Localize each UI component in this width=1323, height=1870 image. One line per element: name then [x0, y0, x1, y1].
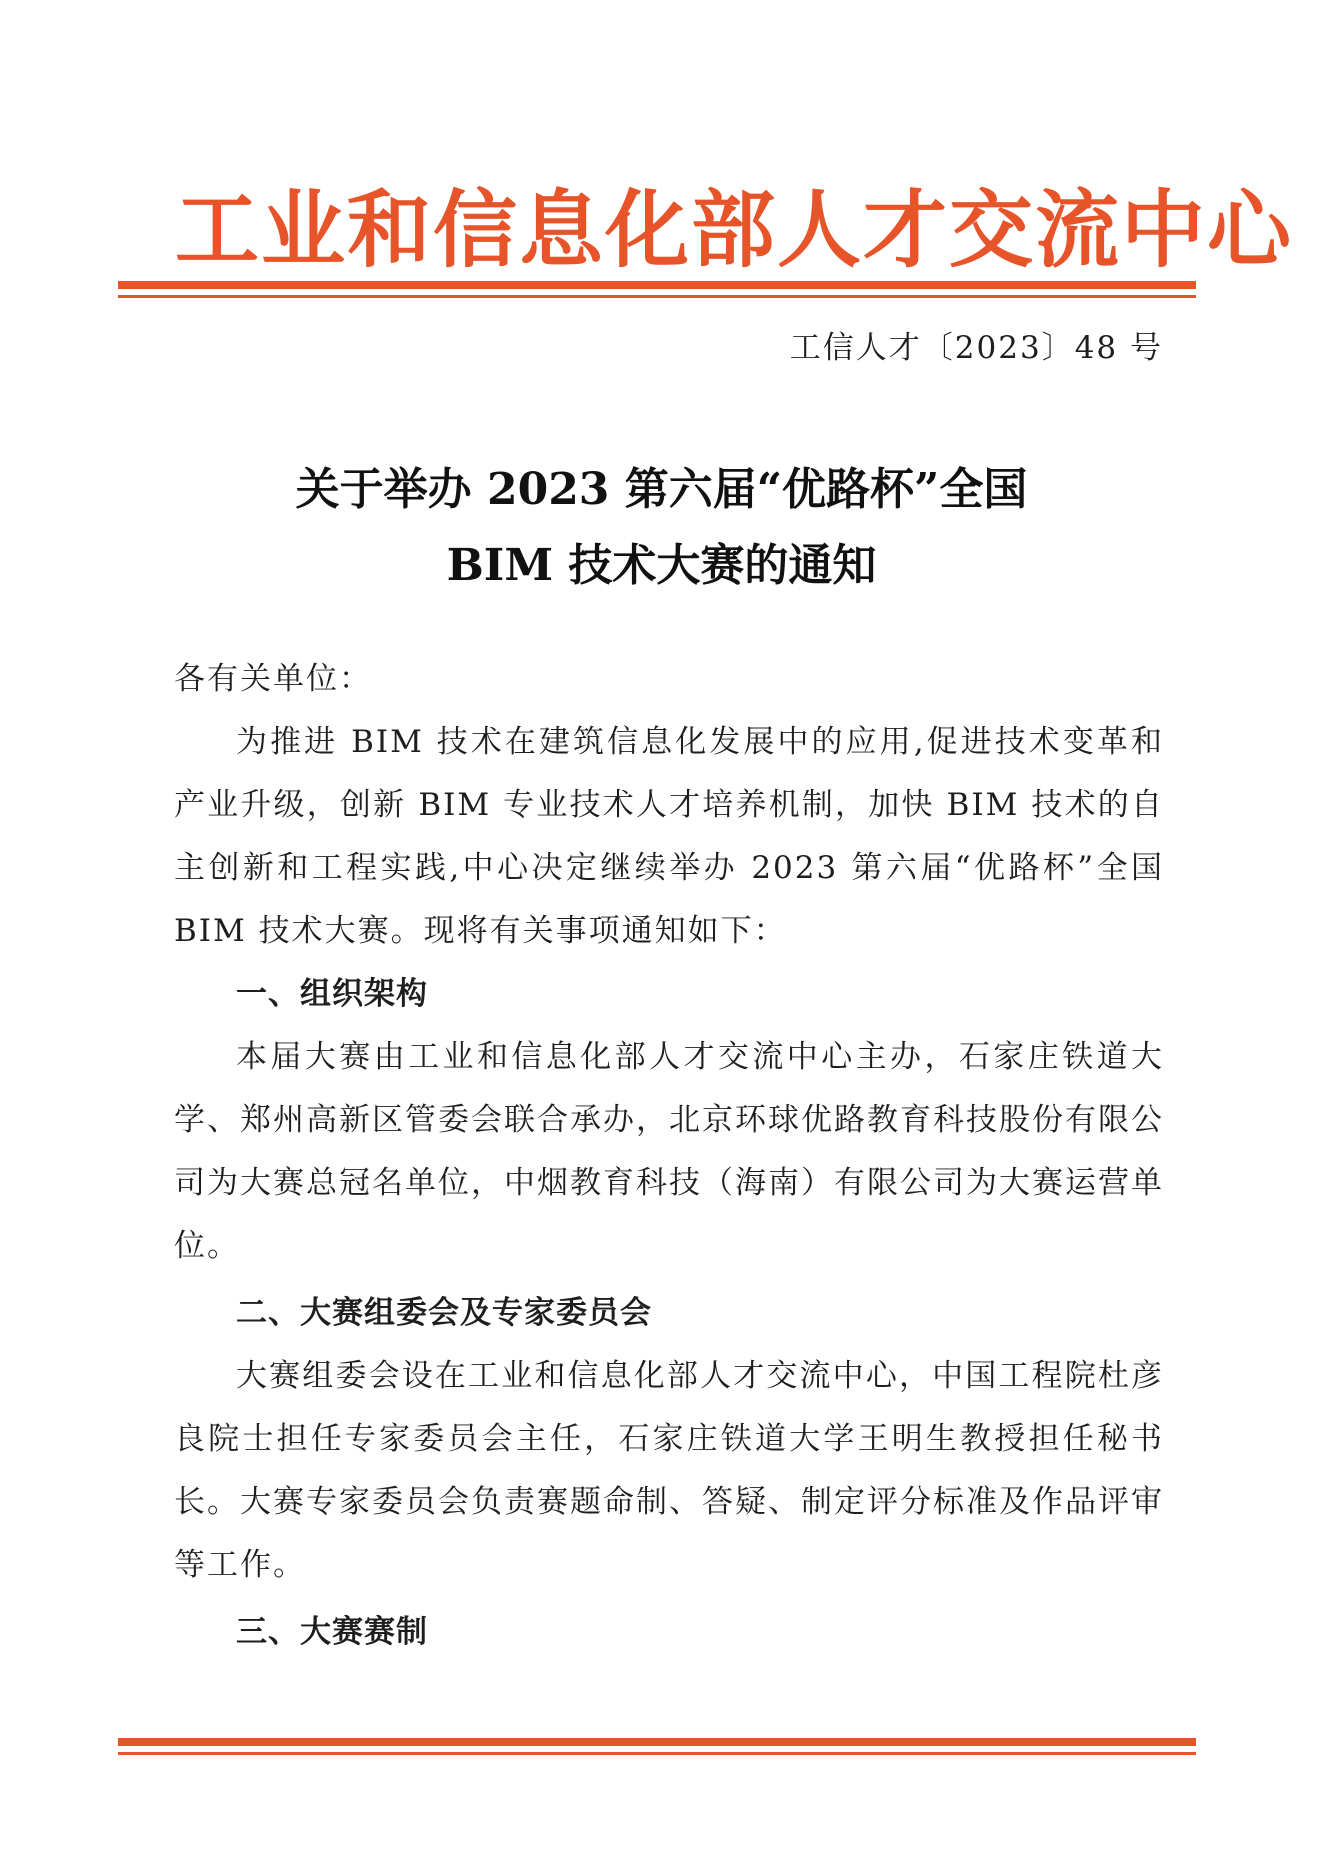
- intro-paragraph: 为推进 BIM 技术在建筑信息化发展中的应用,促进技术变革和产业升级，创新 BIM 专业技术人才培养机制，加快 BIM 技术的自主创新和工程实践,中心决定继续举办 2023 第六届“优路杯”全国 BIM 技术大赛。现将有关事项通知如下：: [174, 724, 1164, 949]
- section-heading-2: 二、大赛组委会及专家委员会: [236, 1295, 652, 1331]
- letterhead-org-name: 工业和信息化部人才交流中心: [175, 181, 1294, 279]
- footer-rule-thick: [118, 1738, 1196, 1746]
- section-paragraph-1: 本届大赛由工业和信息化部人才交流中心主办，石家庄铁道大学、郑州高新区管委会联合承办，北京环球优路教育科技股份有限公司为大赛总冠名单位，中烟教育科技（海南）有限公司为大赛运营单位。: [174, 1039, 1164, 1264]
- document-title: [0, 452, 1323, 604]
- document-number: 工信人才〔2023〕48 号: [789, 330, 1163, 366]
- section-heading-3: 三、大赛赛制: [236, 1614, 428, 1650]
- section-heading-1: 一、组织架构: [236, 976, 428, 1012]
- document-body: [174, 648, 1164, 1664]
- document-title-line-2: BIM 技术大赛的通知: [446, 540, 877, 591]
- document-title-line-1: 关于举办 2023 第六届“优路杯”全国: [295, 464, 1028, 515]
- footer-rule-thin: [118, 1752, 1196, 1755]
- letterhead-rule-thin: [118, 295, 1196, 298]
- salutation: 各有关单位：: [174, 661, 372, 697]
- letterhead-rule-thick: [118, 281, 1196, 289]
- section-paragraph-2: 大赛组委会设在工业和信息化部人才交流中心，中国工程院杜彦良院士担任专家委员会主任，石家庄铁道大学王明生教授担任秘书长。大赛专家委员会负责赛题命制、答疑、制定评分标准及作品评审等工作。: [174, 1358, 1164, 1583]
